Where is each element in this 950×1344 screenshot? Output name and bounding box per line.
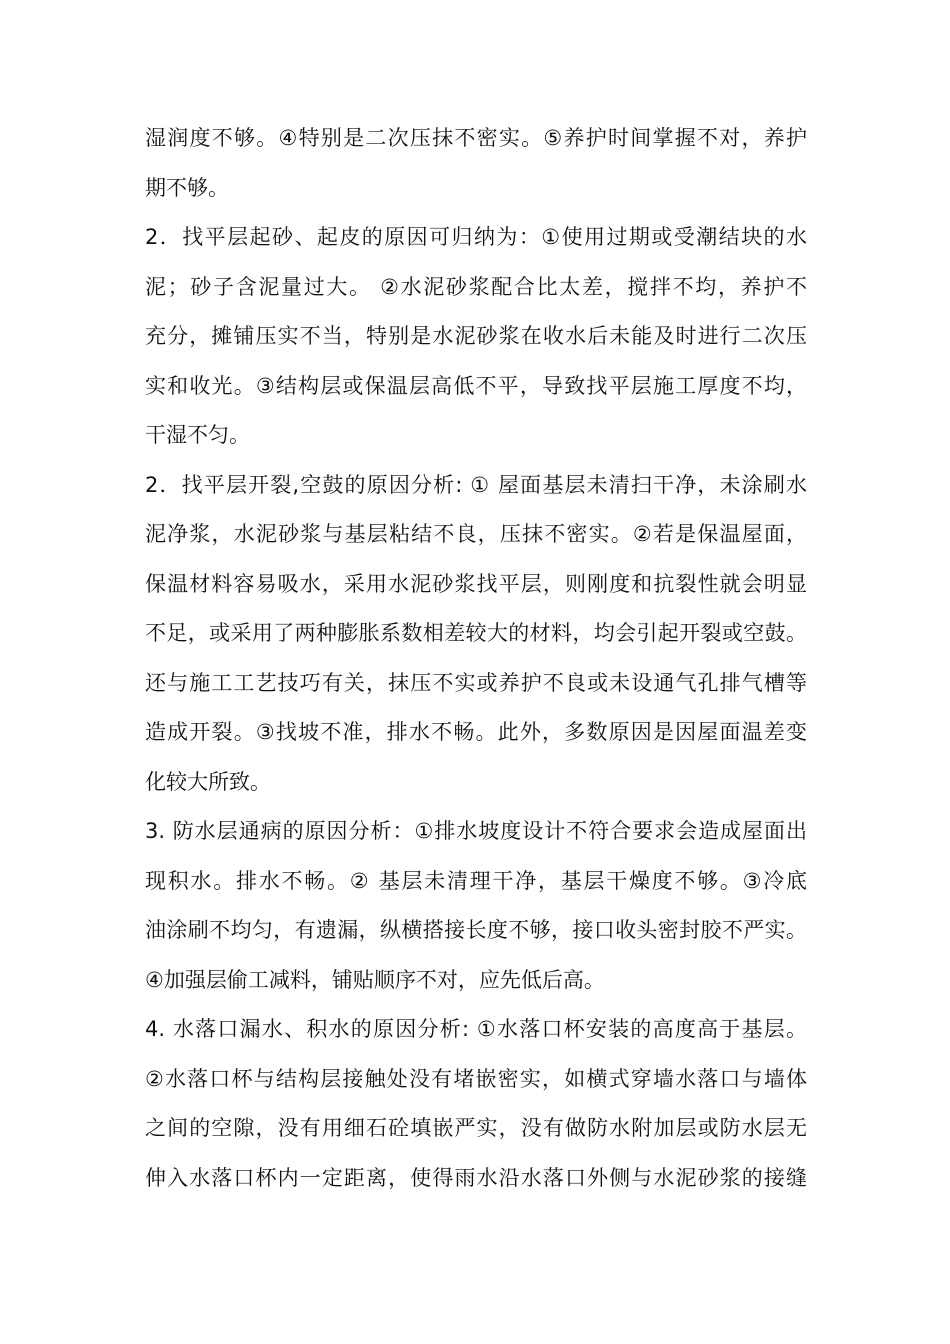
text-line: 不足，或采用了两种膨胀系数相差较大的材料，均会引起开裂或空鼓。 — [145, 621, 807, 645]
text-line: 湿润度不够。④特别是二次压抹不密实。⑤养护时间掌握不对，养护 — [145, 126, 807, 150]
text-line: 化较大所致。 — [145, 769, 271, 794]
text-line: 2．找平层起砂、起皮的原因可归纳为：①使用过期或受潮结块的水 — [145, 225, 807, 249]
text-line: 现积水。排水不畅。② 基层未清理干净，基层干燥度不够。③冷底 — [145, 868, 807, 893]
text-line: 造成开裂。③找坡不准，排水不畅。此外，多数原因是因屋面温差变 — [145, 720, 807, 744]
text-line: 泥净浆，水泥砂浆与基层粘结不良，压抹不密实。②若是保温屋面， — [145, 522, 807, 546]
text-line: 之间的空隙，没有用细石砼填嵌严实，没有做防水附加层或防水层无 — [145, 1116, 807, 1140]
text-line: ②水落口杯与结构层接触处没有堵嵌密实，如横式穿墙水落口与墙体 — [145, 1066, 807, 1091]
text-line: 泥；砂子含泥量过大。 ②水泥砂浆配合比太差，搅拌不均，养护不 — [145, 274, 807, 299]
text-line: 伸入水落口杯内一定距离，使得雨水沿水落口外侧与水泥砂浆的接缝 — [145, 1165, 807, 1190]
text-line: 4. 水落口漏水、积水的原因分析: ①水落口杯安装的高度高于基层。 — [145, 1017, 807, 1041]
text-line: 期不够。 — [145, 175, 229, 200]
text-line: 3. 防水层通病的原因分析：①排水坡度设计不符合要求会造成屋面出 — [145, 819, 807, 843]
text-line: 保温材料容易吸水，采用水泥砂浆找平层，则刚度和抗裂性就会明显 — [145, 571, 807, 596]
text-line: 油涂刷不均匀，有遗漏，纵横搭接长度不够，接口收头密封胶不严实。 — [145, 918, 807, 942]
text-line: 实和收光。③结构层或保温层高低不平，导致找平层施工厚度不均， — [145, 373, 807, 398]
text-line: 2．找平层开裂,空鼓的原因分析: ① 屋面基层未清扫干净，未涂刷水 — [145, 472, 807, 497]
text-line: 还与施工工艺技巧有关，抹压不实或养护不良或未设通气孔排气槽等 — [145, 670, 807, 695]
text-line: 干湿不匀。 — [145, 423, 250, 447]
text-line: 充分，摊铺压实不当，特别是水泥砂浆在收水后未能及时进行二次压 — [145, 324, 807, 348]
document-body — [145, 114, 807, 1203]
text-line: ④加强层偷工减料，铺贴顺序不对，应先低后高。 — [145, 967, 605, 992]
